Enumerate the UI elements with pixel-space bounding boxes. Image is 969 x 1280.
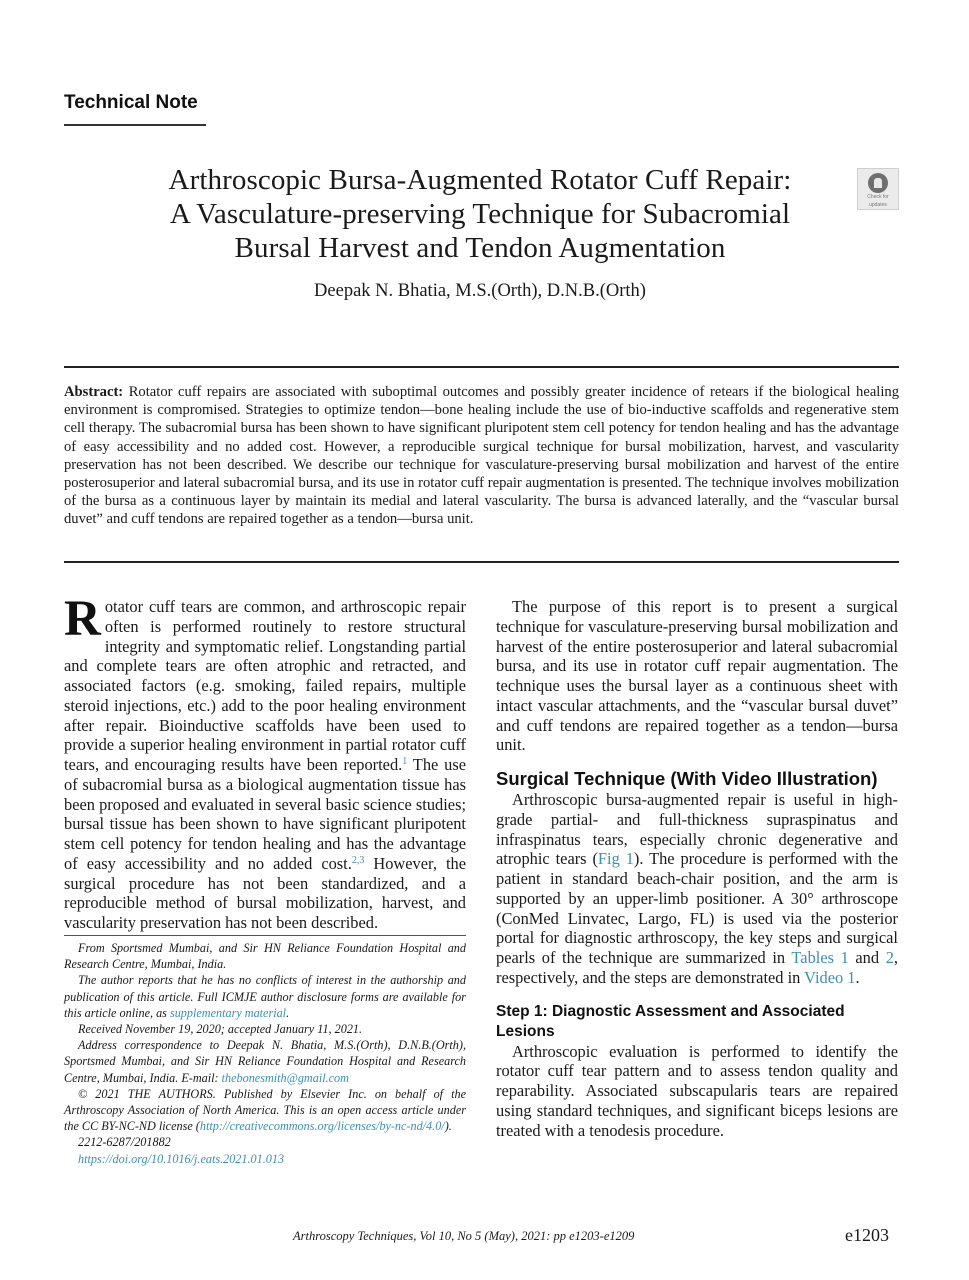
- reference-link-1[interactable]: 1: [402, 756, 408, 767]
- reference-link-2-3[interactable]: 2,3: [351, 854, 365, 866]
- abstract: [64, 383, 899, 529]
- journal-citation: Arthroscopy Techniques, Vol 10, No 5 (May), 2021: pp e1203-e1209: [293, 1229, 635, 1243]
- title-line-3: Bursal Harvest and Tendon Augmentation: [234, 232, 726, 264]
- abstract-bottom-rule: [64, 561, 899, 563]
- footnote-issn: 2212-6287/201882: [78, 1135, 171, 1150]
- page-number: e1203: [845, 1225, 889, 1245]
- right-column: [496, 597, 898, 1140]
- footnote-affiliation: From Sportsmed Mumbai, and Sir HN Reliance Foundation Hospital and Research Centre, Mumbai, India.: [64, 941, 466, 972]
- badge-line-2: updates: [869, 201, 887, 208]
- video-1-link[interactable]: Video 1: [804, 967, 856, 987]
- footnote-doi[interactable]: https://doi.org/10.1016/j.eats.2021.01.013: [78, 1151, 285, 1166]
- left-column: [64, 591, 466, 933]
- footnote-copyright: © 2021 THE AUTHORS. Published by Elsevier Inc. on behalf of the Arthroscopy Association of North America. This is an open access article under the CC BY-NC-ND license (http://creativecommons.org/licenses/by-nc-nd/4.0/).: [64, 1086, 466, 1134]
- surgical-technique-heading: Surgical Technique (With Video Illustration): [496, 768, 878, 789]
- footnote-received: Received November 19, 2020; accepted January 11, 2021.: [78, 1022, 363, 1037]
- bookmark-icon: [868, 173, 888, 193]
- footnote-conflict: The author reports that he has no conflicts of interest in the authorship and publication of this article. Full ICMJE author disclosure forms are available for this article online, as supplementary material.: [64, 973, 466, 1020]
- section-label: Technical Note: [64, 92, 198, 113]
- badge-line-1: Check for: [867, 194, 889, 200]
- purpose-paragraph: The purpose of this report is to present a surgical technique for vasculature-preserving bursal mobilization and harvest of the entire posterosuperior and lateral subacromial bursa, and its use in rotator cuff repair augmentation. The technique uses the bursal layer as a continuous sheet with intact vascular attachments, and the “vascular bursal duvet” and cuff tendons are repaired together as a tendon—bursa unit.: [496, 597, 898, 755]
- drop-cap: R: [64, 591, 101, 647]
- footnotes: [64, 940, 466, 1167]
- footnote-rule: [64, 935, 466, 936]
- table-1-link[interactable]: Tables 1: [791, 948, 849, 967]
- title-line-2: A Vasculature-preserving Technique for Subacromial: [169, 198, 791, 230]
- abstract-label: Abstract:: [64, 384, 124, 400]
- footnote-address: Address correspondence to Deepak N. Bhatia, M.S.(Orth), D.N.B.(Orth), Sportsmed Mumbai, and Sir HN Reliance Foundation Hospital and Research Centre, Mumbai, India. E-mail: thebonesmith@gmail.com: [64, 1038, 466, 1085]
- email-link[interactable]: thebonesmith@gmail.com: [221, 1070, 349, 1085]
- check-for-updates-badge[interactable]: [857, 168, 899, 210]
- step-1-paragraph: Arthroscopic evaluation is performed to identify the rotator cuff tear pattern and to assess tendon quality and reparability. Associated subscapularis tears are repaired using standard techniques, and significant biceps lesions are treated with a tenodesis procedure.: [496, 1041, 898, 1140]
- step-1-heading: Step 1: Diagnostic Assessment and Associated Lesions: [496, 1002, 845, 1040]
- abstract-top-rule: [64, 366, 899, 368]
- article-title: [110, 163, 850, 265]
- license-link[interactable]: http://creativecommons.org/licenses/by-nc-nd/4.0/: [199, 1119, 445, 1134]
- supplementary-material-link[interactable]: supplementary material: [169, 1005, 287, 1020]
- abstract-text: Rotator cuff repairs are associated with suboptimal outcomes and possibly greater incidence of retears if the biological healing environment is compromised. Strategies to optimize tendon—bone healing include the use of bio-inductive scaffolds and regenerative stem cell therapy. The subacromial bursa has been shown to have significant pluripotent stem cell potency for tendon healing and has the advantage of easy accessibility and no added cost. However, a reproducible surgical technique for bursal mobilization, harvest, and vascularity preservation has not been described. We describe our technique for vasculature-preserving bursal mobilization and harvest of the entire posterosuperior and lateral subacromial bursa, and its use in rotator cuff repair augmentation is presented. The technique involves mobilization of the bursa as a continuous layer by maintain its medial and lateral vascularity. The bursa is advanced laterally, and the “vascular bursal duvet” and cuff tendons are repaired together as a tendon—bursa unit.: [64, 384, 899, 528]
- title-line-1: Arthroscopic Bursa-Augmented Rotator Cuff Repair:: [168, 164, 792, 196]
- table-2-link[interactable]: 2: [885, 948, 894, 967]
- surgical-technique-paragraph: Arthroscopic bursa-augmented repair is useful in high-grade partial- and full-thickness supraspinatus and infraspinatus tears, especially chronic degenerative and atrophic tears (Fig 1). The procedure is performed with the patient in standard beach-chair position, and the arm is supported by an upper-limb positioner. A 30° arthroscope (ConMed Linvatec, Largo, FL) is used via the posterior portal for diagnostic arthroscopy, the key steps and surgical pearls of the technique are summarized in Tables 1 and 2, respectively, and the steps are demonstrated in Video 1.: [496, 790, 898, 987]
- section-rule: [64, 124, 206, 126]
- figure-1-link[interactable]: Fig 1: [597, 849, 634, 869]
- author-line: Deepak N. Bhatia, M.S.(Orth), D.N.B.(Orth): [314, 281, 646, 301]
- intro-paragraph: Rotator cuff tears are common, and arthroscopic repair often is performed routinely to restore structural integrity and symptomatic relief. Longstanding partial and complete tears are often atrophic and retracted, and associated factors (e.g. smoking, failed repairs, multiple steroid injections, etc.) add to the poor healing environment after repair. Bioinductive scaffolds have been used to provide a superior healing environment in partial rotator cuff tears, and encouraging results have been reported.$^1$ The use of subacromial bursa as a biological augmentation tissue has been proposed and evaluated in several basic science studies; bursal tissue has been shown to have significant pluripotent stem cell potency for tendon healing and has the advantage of easy accessibility and no added cost.$^{2,3}$ However, the surgical procedure has not been standardized, and a reproducible method of bursal mobilization, harvest, and vascularity preservation has not been described.: [64, 591, 466, 932]
